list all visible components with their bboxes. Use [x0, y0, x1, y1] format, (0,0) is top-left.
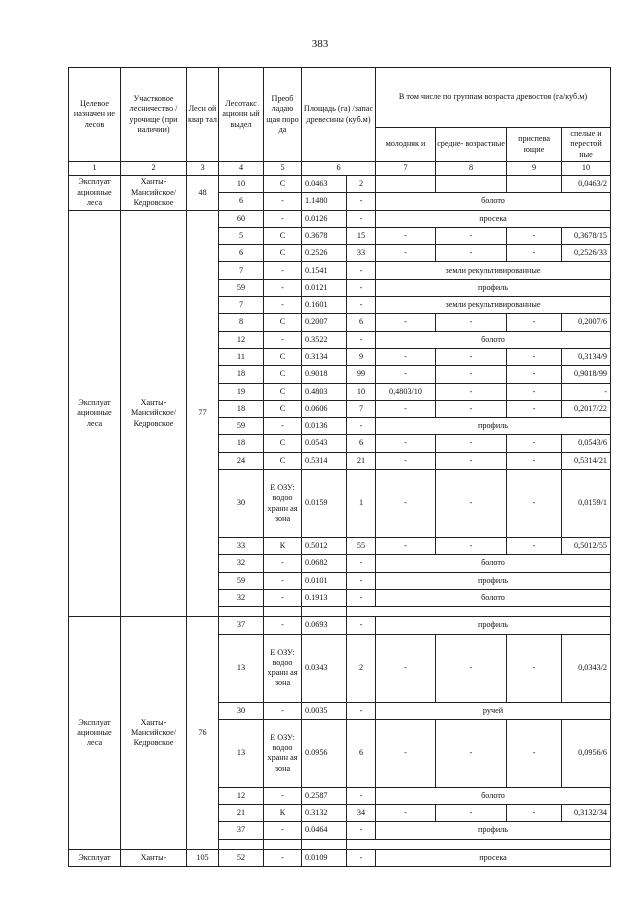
- species-cell: С: [264, 245, 302, 262]
- header-section: Лесотакс ационн ый выдел: [219, 68, 264, 162]
- middle-cell: -: [436, 245, 507, 262]
- area-cell: 0.0682: [302, 555, 347, 572]
- vydel-cell: 32: [219, 589, 264, 606]
- quarter-cell: 105: [187, 849, 219, 866]
- species-cell: -: [264, 297, 302, 314]
- stock-cell: -: [347, 210, 376, 227]
- quarter-cell: 77: [187, 210, 219, 617]
- stock-cell: -: [347, 555, 376, 572]
- middle-cell: -: [436, 538, 507, 555]
- column-number: 8: [436, 162, 507, 176]
- stock-cell: 1: [347, 470, 376, 538]
- land-type-note: болото: [376, 555, 611, 572]
- mature-cell: 0,3678/15: [562, 227, 611, 244]
- stock-cell: 6: [347, 435, 376, 452]
- vydel-cell: 32: [219, 555, 264, 572]
- young-cell: 0,4803/10: [376, 383, 436, 400]
- stock-cell: -: [347, 849, 376, 866]
- land-type-note: болото: [376, 787, 611, 804]
- column-number: 1: [69, 162, 121, 176]
- vydel-cell: 8: [219, 314, 264, 331]
- premature-cell: -: [507, 634, 562, 702]
- stock-cell: 6: [347, 314, 376, 331]
- forestry-cell: Ханты-: [121, 849, 187, 866]
- header-species: Преоб ладаю щая поро да: [264, 68, 302, 162]
- forestry-cell: Ханты- Мансийское/ Кедровское: [121, 176, 187, 211]
- vydel-cell: 30: [219, 470, 264, 538]
- purpose-cell: Эксплуат ационные леса: [69, 617, 121, 849]
- area-cell: 0.3132: [302, 805, 347, 822]
- column-number: 10: [562, 162, 611, 176]
- area-cell: 0.0159: [302, 470, 347, 538]
- species-cell: -: [264, 193, 302, 210]
- land-type-note: просека: [376, 210, 611, 227]
- header-premature: приспева ющие: [507, 128, 562, 162]
- area-cell: 0.0121: [302, 279, 347, 296]
- stock-cell: -: [347, 617, 376, 634]
- land-type-note: просека: [376, 849, 611, 866]
- young-cell: -: [376, 538, 436, 555]
- middle-cell: -: [436, 452, 507, 469]
- area-cell: 0.1913: [302, 589, 347, 606]
- header-middle: средне- возрастные: [436, 128, 507, 162]
- species-cell: -: [264, 849, 302, 866]
- vydel-cell: 6: [219, 245, 264, 262]
- area-cell: 0.0343: [302, 634, 347, 702]
- stock-cell: -: [347, 193, 376, 210]
- middle-cell: [436, 176, 507, 193]
- stock-cell: 55: [347, 538, 376, 555]
- vydel-cell: 30: [219, 702, 264, 719]
- premature-cell: -: [507, 452, 562, 469]
- mature-cell: 0,2017/22: [562, 400, 611, 417]
- middle-cell: -: [436, 348, 507, 365]
- vydel-cell: 37: [219, 617, 264, 634]
- species-cell: -: [264, 617, 302, 634]
- area-cell: 0.0606: [302, 400, 347, 417]
- stock-cell: -: [347, 787, 376, 804]
- premature-cell: -: [507, 383, 562, 400]
- species-cell: Е ОЗУ: водоо хранн ая зона: [264, 634, 302, 702]
- stock-cell: -: [347, 572, 376, 589]
- spacer-cell: [219, 607, 264, 617]
- stock-cell: -: [347, 822, 376, 839]
- area-cell: 0.9018: [302, 366, 347, 383]
- column-number: 4: [219, 162, 264, 176]
- premature-cell: -: [507, 348, 562, 365]
- species-cell: -: [264, 279, 302, 296]
- species-cell: С: [264, 400, 302, 417]
- premature-cell: [507, 176, 562, 193]
- spacer-cell: [264, 839, 302, 849]
- area-cell: 0.0463: [302, 176, 347, 193]
- column-number: 6: [302, 162, 376, 176]
- forestry-cell: Ханты- Мансийское/ Кедровское: [121, 210, 187, 617]
- species-cell: Е ОЗУ: водоо хранн ая зона: [264, 470, 302, 538]
- land-type-note: профиль: [376, 572, 611, 589]
- land-type-note: профиль: [376, 418, 611, 435]
- land-type-note: болото: [376, 331, 611, 348]
- vydel-cell: 19: [219, 383, 264, 400]
- column-number: 9: [507, 162, 562, 176]
- spacer-cell: [264, 607, 302, 617]
- purpose-cell: Эксплуат: [69, 849, 121, 866]
- area-cell: 0.3134: [302, 348, 347, 365]
- stock-cell: -: [347, 262, 376, 279]
- species-cell: -: [264, 331, 302, 348]
- species-cell: С: [264, 366, 302, 383]
- land-type-note: профиль: [376, 617, 611, 634]
- mature-cell: 0,2526/33: [562, 245, 611, 262]
- middle-cell: -: [436, 719, 507, 787]
- young-cell: -: [376, 400, 436, 417]
- middle-cell: -: [436, 805, 507, 822]
- vydel-cell: 11: [219, 348, 264, 365]
- premature-cell: -: [507, 314, 562, 331]
- species-cell: К: [264, 805, 302, 822]
- premature-cell: -: [507, 366, 562, 383]
- forestry-cell: Ханты- Мансийское/ Кедровское: [121, 617, 187, 849]
- vydel-cell: 52: [219, 849, 264, 866]
- spacer-cell: [302, 607, 347, 617]
- young-cell: -: [376, 245, 436, 262]
- spacer-cell: [347, 607, 611, 617]
- species-cell: -: [264, 210, 302, 227]
- vydel-cell: 5: [219, 227, 264, 244]
- vydel-cell: 37: [219, 822, 264, 839]
- young-cell: -: [376, 805, 436, 822]
- stock-cell: 2: [347, 634, 376, 702]
- land-type-note: земли рекультивированные: [376, 262, 611, 279]
- young-cell: -: [376, 452, 436, 469]
- species-cell: -: [264, 787, 302, 804]
- species-cell: -: [264, 418, 302, 435]
- premature-cell: -: [507, 538, 562, 555]
- area-cell: 0.0126: [302, 210, 347, 227]
- mature-cell: 0,0343/2: [562, 634, 611, 702]
- stock-cell: -: [347, 331, 376, 348]
- stock-cell: 6: [347, 719, 376, 787]
- area-cell: 0.2526: [302, 245, 347, 262]
- area-cell: 0.2007: [302, 314, 347, 331]
- stock-cell: 34: [347, 805, 376, 822]
- species-cell: -: [264, 262, 302, 279]
- land-type-note: болото: [376, 193, 611, 210]
- middle-cell: -: [436, 435, 507, 452]
- area-cell: 0.0464: [302, 822, 347, 839]
- middle-cell: -: [436, 314, 507, 331]
- species-cell: -: [264, 822, 302, 839]
- stock-cell: -: [347, 418, 376, 435]
- mature-cell: 0,2007/6: [562, 314, 611, 331]
- column-number: 3: [187, 162, 219, 176]
- stock-cell: 2: [347, 176, 376, 193]
- stock-cell: 33: [347, 245, 376, 262]
- mature-cell: 0,0463/2: [562, 176, 611, 193]
- area-cell: 0.0101: [302, 572, 347, 589]
- premature-cell: -: [507, 435, 562, 452]
- land-type-note: болото: [376, 589, 611, 606]
- species-cell: С: [264, 227, 302, 244]
- stock-cell: -: [347, 702, 376, 719]
- vydel-cell: 6: [219, 193, 264, 210]
- species-cell: С: [264, 452, 302, 469]
- mature-cell: 0,3132/34: [562, 805, 611, 822]
- mature-cell: 0,9018/99: [562, 366, 611, 383]
- premature-cell: -: [507, 805, 562, 822]
- area-cell: 0.2587: [302, 787, 347, 804]
- young-cell: -: [376, 227, 436, 244]
- species-cell: С: [264, 383, 302, 400]
- spacer-cell: [302, 839, 347, 849]
- area-cell: 0.3522: [302, 331, 347, 348]
- young-cell: -: [376, 435, 436, 452]
- area-cell: 0.4803: [302, 383, 347, 400]
- quarter-cell: 76: [187, 617, 219, 849]
- vydel-cell: 18: [219, 400, 264, 417]
- stock-cell: 10: [347, 383, 376, 400]
- mature-cell: -: [562, 383, 611, 400]
- premature-cell: -: [507, 470, 562, 538]
- vydel-cell: 7: [219, 262, 264, 279]
- middle-cell: -: [436, 634, 507, 702]
- species-cell: С: [264, 314, 302, 331]
- spacer-cell: [219, 839, 264, 849]
- vydel-cell: 13: [219, 719, 264, 787]
- vydel-cell: 18: [219, 366, 264, 383]
- vydel-cell: 59: [219, 572, 264, 589]
- stock-cell: 15: [347, 227, 376, 244]
- header-forestry: Участковое лесничество /урочище (при наличии): [121, 68, 187, 162]
- column-number: 7: [376, 162, 436, 176]
- column-number: 5: [264, 162, 302, 176]
- area-cell: 0.1601: [302, 297, 347, 314]
- mature-cell: 0,5012/55: [562, 538, 611, 555]
- land-type-note: ручей: [376, 702, 611, 719]
- middle-cell: -: [436, 366, 507, 383]
- young-cell: -: [376, 366, 436, 383]
- mature-cell: 0,0159/1: [562, 470, 611, 538]
- young-cell: -: [376, 634, 436, 702]
- header-young: молодняк и: [376, 128, 436, 162]
- vydel-cell: 21: [219, 805, 264, 822]
- header-age-groups: В том числе по группам возраста древостоя (га/куб.м): [376, 68, 611, 128]
- stock-cell: -: [347, 297, 376, 314]
- purpose-cell: Эксплуат ационные леса: [69, 176, 121, 211]
- vydel-cell: 18: [219, 435, 264, 452]
- premature-cell: -: [507, 719, 562, 787]
- vydel-cell: 12: [219, 787, 264, 804]
- stock-cell: 21: [347, 452, 376, 469]
- quarter-cell: 48: [187, 176, 219, 211]
- young-cell: -: [376, 348, 436, 365]
- stock-cell: 99: [347, 366, 376, 383]
- area-cell: 0.5012: [302, 538, 347, 555]
- area-cell: 0.0109: [302, 849, 347, 866]
- stock-cell: 9: [347, 348, 376, 365]
- middle-cell: -: [436, 227, 507, 244]
- area-cell: 0.1541: [302, 262, 347, 279]
- vydel-cell: 60: [219, 210, 264, 227]
- column-number: 2: [121, 162, 187, 176]
- area-cell: 0.5314: [302, 452, 347, 469]
- area-cell: 0.0136: [302, 418, 347, 435]
- species-cell: -: [264, 589, 302, 606]
- vydel-cell: 7: [219, 297, 264, 314]
- species-cell: С: [264, 435, 302, 452]
- stock-cell: 7: [347, 400, 376, 417]
- vydel-cell: 10: [219, 176, 264, 193]
- forest-inventory-table: [68, 67, 611, 867]
- header-mature: спелые и перестой ные: [562, 128, 611, 162]
- species-cell: С: [264, 176, 302, 193]
- vydel-cell: 24: [219, 452, 264, 469]
- column-number-row: [69, 162, 611, 176]
- young-cell: -: [376, 719, 436, 787]
- mature-cell: 0,0956/6: [562, 719, 611, 787]
- species-cell: -: [264, 572, 302, 589]
- middle-cell: -: [436, 470, 507, 538]
- vydel-cell: 33: [219, 538, 264, 555]
- premature-cell: -: [507, 400, 562, 417]
- vydel-cell: 13: [219, 634, 264, 702]
- species-cell: Е ОЗУ: водоо хранн ая зона: [264, 719, 302, 787]
- table-row: [69, 617, 611, 634]
- page-number: 383: [311, 38, 329, 50]
- land-type-note: профиль: [376, 279, 611, 296]
- young-cell: -: [376, 314, 436, 331]
- middle-cell: -: [436, 383, 507, 400]
- area-cell: 1.1480: [302, 193, 347, 210]
- area-cell: 0.0956: [302, 719, 347, 787]
- premature-cell: -: [507, 245, 562, 262]
- area-cell: 0.0035: [302, 702, 347, 719]
- young-cell: -: [376, 470, 436, 538]
- area-cell: 0.0693: [302, 617, 347, 634]
- vydel-cell: 12: [219, 331, 264, 348]
- mature-cell: 0,5314/21: [562, 452, 611, 469]
- area-cell: 0.3678: [302, 227, 347, 244]
- stock-cell: -: [347, 279, 376, 296]
- land-type-note: профиль: [376, 822, 611, 839]
- species-cell: -: [264, 702, 302, 719]
- header-purpose: Целевое назначен ие лесов: [69, 68, 121, 162]
- stock-cell: -: [347, 589, 376, 606]
- middle-cell: -: [436, 400, 507, 417]
- spacer-cell: [347, 839, 611, 849]
- table-row: [69, 176, 611, 193]
- mature-cell: 0,3134/9: [562, 348, 611, 365]
- vydel-cell: 59: [219, 418, 264, 435]
- area-cell: 0.0543: [302, 435, 347, 452]
- species-cell: С: [264, 348, 302, 365]
- species-cell: К: [264, 538, 302, 555]
- species-cell: -: [264, 555, 302, 572]
- land-type-note: земли рекультивированные: [376, 297, 611, 314]
- mature-cell: 0,0543/6: [562, 435, 611, 452]
- table-row: [69, 210, 611, 227]
- purpose-cell: Эксплуат ационные леса: [69, 210, 121, 617]
- young-cell: [376, 176, 436, 193]
- header-quarter: Лесн ой квар тал: [187, 68, 219, 162]
- table-row: [69, 849, 611, 866]
- vydel-cell: 59: [219, 279, 264, 296]
- header-area: Площадь (га) /запас древесины (куб.м): [302, 68, 376, 162]
- premature-cell: -: [507, 227, 562, 244]
